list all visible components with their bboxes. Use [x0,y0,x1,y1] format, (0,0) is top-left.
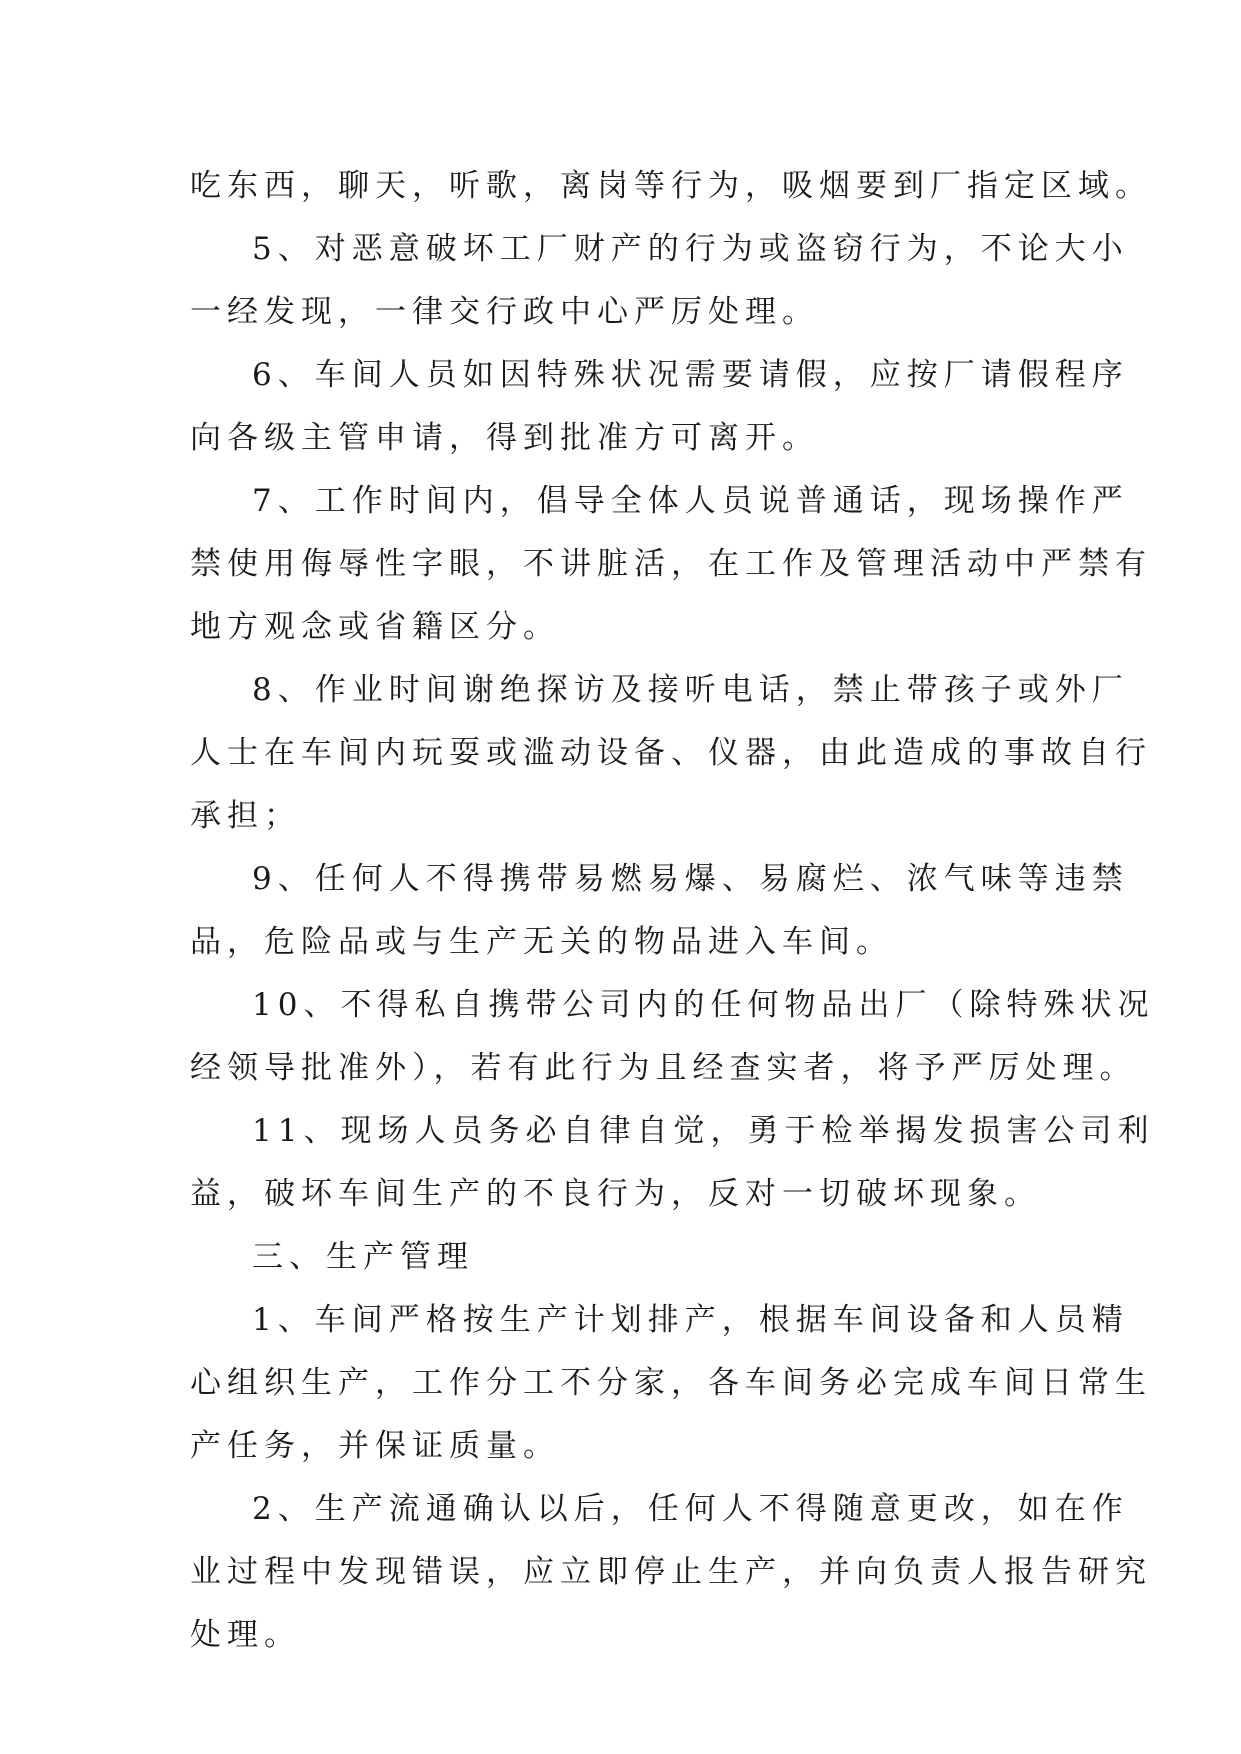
text-line: 6、车间人员如因特殊状况需要请假，应按厂请假程序 [252,357,1129,393]
text-line: 9、任何人不得携带易燃易爆、易腐烂、浓气味等违禁 [252,861,1129,897]
text-line: 承担； [190,798,301,834]
text-line: 一经发现，一律交行政中心严厉处理。 [190,294,819,330]
text-line: 处理。 [190,1617,301,1653]
text-line: 1、车间严格按生产计划排产，根据车间设备和人员精 [252,1302,1129,1338]
text-line: 心组织生产，工作分工不分家，各车间务必完成车间日常生 [190,1365,1152,1401]
text-line: 经领导批准外），若有此行为且经查实者，将予严厉处理。 [190,1050,1137,1086]
text-line: 吃东西，聊天，听歌，离岗等行为，吸烟要到厂指定区域。 [190,168,1152,204]
text-line: 8、作业时间谢绝探访及接听电话，禁止带孩子或外厂 [252,672,1129,708]
text-line: 业过程中发现错误，应立即停止生产，并向负责人报告研究 [190,1554,1152,1590]
text-line: 5、对恶意破坏工厂财产的行为或盗窃行为，不论大小 [252,231,1129,267]
text-line: 7、工作时间内，倡导全体人员说普通话，现场操作严 [252,483,1129,519]
text-line: 人士在车间内玩耍或滥动设备、仪器，由此造成的事故自行 [190,735,1152,771]
text-line: 产任务，并保证质量。 [190,1428,560,1464]
text-line: 向各级主管申请，得到批准方可离开。 [190,420,819,456]
text-line: 三、生产管理 [252,1239,474,1275]
document-body [190,155,1155,1667]
text-line: 11、现场人员务必自律自觉，勇于检举揭发损害公司利 [252,1113,1155,1149]
text-line: 益，破坏车间生产的不良行为，反对一切破坏现象。 [190,1176,1041,1212]
text-line: 品，危险品或与生产无关的物品进入车间。 [190,924,893,960]
text-line: 地方观念或省籍区分。 [190,609,560,645]
text-line: 禁使用侮辱性字眼，不讲脏活，在工作及管理活动中严禁有 [190,546,1152,582]
text-line: 10、不得私自携带公司内的任何物品出厂（除特殊状况 [252,987,1155,1023]
text-line: 2、生产流通确认以后，任何人不得随意更改，如在作 [252,1491,1129,1527]
